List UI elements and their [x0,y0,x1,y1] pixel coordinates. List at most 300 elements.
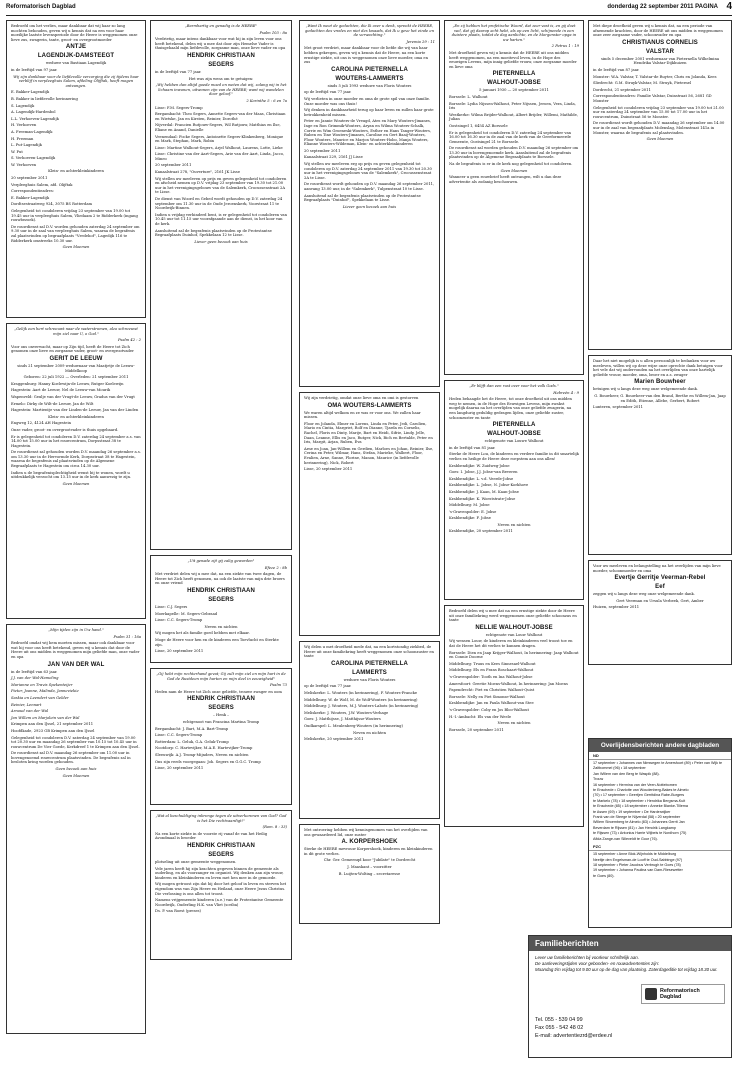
notice-line: Geboren: 22 juli 1922 — Overleden: 21 september 2011 [23,375,129,380]
notice-line: „En zij hebben het profetische Woord, dat zeer vast is, en gij doet wel, dat gij daarop acht hebt, als op een licht, schijnende in een duistere plaats, totdat de dag aanlichte, en de Morgenster opga in uw harten." [451,24,577,42]
notice-line: Indien u de begrafenisplechtigheid wenst bij te wonen, wordt u uitdrukkelijk verzocht om 13.15 uur in de kerk aanwezig te zijn. [11,470,132,480]
notice-line: op de leeftijd van 77 jaar. [304,684,352,689]
notice-line: Westkerke: Wilma Brijder-Walhout, Albert Brijder, Willemi, Mathilde, Julian [449,112,579,122]
notice-line: A. Lagendijk-Hardenbol [11,110,56,115]
notice-line: „Mijn tijden zijn in Uw hand." [48,628,104,632]
notice-line: 5 januari 1930 — 20 september 2011 [479,88,549,93]
notice-line: Saskia en Leendert van Gelder [11,695,69,700]
notice-line: Geen bloemen [62,773,90,778]
notice-line: „Gij hebt mijn rechterhand gevat; Gij zult mijn ziel en mijn hart in de God de Rustdeen mijn harten en mijn deel in eeuwigheid" [156,672,286,681]
notice-line: Klein- en achterkleinkinderen [48,414,104,419]
index-entry: 16 september • Hermina van der Veen-Nottebomen [593,782,677,787]
notice-line: Voor ons onverwacht, maar op Zijn tijd, heeft de Heere tot Zich genomen onze lieve en zorgzame vader, groot- en overgrootvader [11,344,134,354]
info-line-2: De aanleveringstijden voor gebonden- en rouwadvertenties zijn: [535,961,659,967]
notice-line: Bedroefd omdat wij hem moeten missen, maar ook dankbaar voor wat hij voor ons heeft betekend, geven wij u kennis dat door de Heere uit ons midden is weggenomen mijn geliefde man, onze vader en opa [11,641,140,659]
deceased-name: Eef [655,584,665,591]
notice-line: Hebreën 4 : 9 [553,390,579,395]
death-notice [6,20,146,318]
index-entry: te Goes (80). [593,873,615,878]
notice-line: Neven en nichten [497,522,531,527]
notice-line: Vele jaren heeft hij zijn krachten gegeven binnen de gemeente als ouderling, en als voorzanger en organist. Wij denken aan zijn vrouw, kinderen en kleinkinderen en leven met hen mee in de gemoede. [155,866,284,880]
notice-line: Gelegenheid tot condoleren vrijdag 23 september van 19.00 tot 19.45 uur in verpleeghuis Salem, Vliedaam 2 te Ridderkerk (ingang rouwbezoek). [11,209,138,223]
notice-line: Pieter, Joanne, Malinda, Janneviekie [11,689,79,694]
deceased-name: SEGERS [208,61,234,68]
notice-line: Borssele: Dien en Jaap Krijger-Walhout, In herinnering: Jaap Walhout en Connie Doorne [449,650,579,660]
notice-line: Lisse: Martine Walhout-Segers, Arjel Walhout, Laurens, Lotte, Lieke [155,145,283,150]
notice-line: Chr. Ger. Gemeenqd koor "Jubilate" te Dordrecht [323,858,416,863]
death-notice [150,20,292,550]
notice-line: Lisse: C.C. Segers-Tromp [155,733,203,738]
notice-line: Verdrietig, maar intens dankbaar voor wat hij in zijn leven voor ons heeft betekend, delen wij u mee dat door zijn Hemelse Vader is thuisgehaald mijn liefdevolle, zorgzame man, onze lieve vader en opa [155,37,286,51]
notice-line: Ds. P. van Roest (preses) [155,909,201,914]
deceased-name: PIETERNELLA [492,71,536,78]
death-notice [299,641,440,819]
notice-line: betuigen wij u langs deze weg onze welgemeende dank. [593,387,699,392]
death-notice [299,392,440,636]
notice-line: De rouwdienst wordt gehouden D.V. maandag 26 september om 14.00 uur in de zaal van begraafplaats Molenslag, Molenstraat 141a in Monster, waarna de begrafenis zal plaatsvinden. [593,121,725,135]
notice-line: H. Verhoeven [11,123,37,128]
notice-line: Engweg 12, 4124 AH Hagestein [11,421,72,426]
notice-line: Lisse, 20 september 2011 [304,467,353,472]
notice-line: Veenendaal: Focke Segers, Antoinette Segers-Klinkenberg, Monique en Mark, Stephan, Mark, Robin [155,134,284,144]
notice-line: De rouwdienst zal D.V. worden gehouden zaterdag 24 september om 9.30 uur in de zaal van verpleeghuis Salem, waarna de begrafenis zal plaatsvinden op begraafplaats "Vredehof", Lagedijk 116 te Ridderkerk omstreeks 10.30 uur. [11,224,140,243]
notice-line: Bergambacht: Theo Segers, Annette Segers-van der Maas, Christiaan en Wietske, Jan en Kirsten, Reinier, Dorothé [155,112,286,121]
notice-line: Oudkarspel: L. Meulenberg-Wouters (in herinnering) [304,723,403,728]
notice-line: Er is gelegenheid tot condoleren D.V. zaterdag 24 september a.s. van 14.00 tot 15.00 uur in het rouwcentrum, Dorpsstraat 38 te Hagestein. [11,434,141,448]
notice-line: 20 september 2011 [11,176,48,181]
page-number: 4 [726,1,732,12]
notice-line: Middelburg: M. Jobse [449,503,490,508]
notice-line: sinds 5 juli 1993 weduwe van Floris Wouters [327,83,412,88]
notice-line: Krabbendijke: F. Jobse [449,516,491,521]
deceased-name: OMA WOUTERS-LAMMERTS [327,402,412,409]
notice-line: Monster: W.A. Valstar, T. Valstar-de Ruyter, Chris en Jolanda, Kees [593,74,717,79]
notice-line: Jeremia 29 : 11 [406,39,435,44]
notice-line: Krabbendijke: L. v.d. Veerde-Jobse [449,476,514,481]
notice-line: Middelburg: W. de Wolf, M. de Wolf-Wouters (in herinnering) [304,697,418,702]
notice-line: Wij mogen het als familie goed hebben met elkaar. [155,631,250,636]
notice-line: Met verdriet delen wij u mee dat, na een ziekte van twee dagen, de Heere tot Zich heeft genomen, na ook de laatste van mijn drie broers en onze vriend [155,572,285,586]
notice-line: Sliedrecht: G.M. Struyk-Valstar, M. Struyk, Pieternel [593,81,692,86]
notice-line: Geen bloemen [62,245,90,250]
notice-line: S. Lagendijk [11,103,35,108]
paper-name: Reformatorisch Dagblad [6,4,76,10]
notice-line: H.-I.-Ambacht: Els van der Weele [449,714,512,719]
notice-line: Ons zijn reeds voorgegaan: Joh. Segers en G.G.C. Tromp [155,759,261,764]
index-group-nd: ND [589,752,731,760]
death-notice [299,824,440,924]
notice-line: Gert Veerman en Ursula Verbeek, Gert, Amber [616,598,704,603]
notice-line: Er is gelegenheid tot condoleren D.V. zaterdag 24 september van 16.00 tot 16.30 uur in de zaal van de kerk van de Gereformeerde Gemeente, Oostsingel 21 te Borssele. [449,130,572,144]
notice-line: Indien u vrijdag verhinderd bent, is er gelegenheid tot condoleren van 10.45 uur tot 11.15 uur voorafgaande aan de dienst, in het koor van de kerk. [155,212,288,226]
column-5 [588,20,732,670]
notice-line: Met droefheid geven wij u kennis dat de HEERE uit ons midden heeft weggenomen, na een moeitevol leven, in de Hope des eeuwigen Levens, mijn innig geliefde vrouw, onze zorgzame moeder en lieve oma [449,50,577,69]
deceased-name: WALHOUT-JOBSE [487,80,541,87]
notice-line: W. Verhoeven [11,162,37,167]
deceased-name: Evertje Gerritje Veerman-Rebel [614,575,706,582]
notice-line: Middelburg: Truus en Kees Sinnesael-Walhout [449,661,536,666]
notice-line: Krabbendijke: J. Kaan, M. Kaan-Jobse [449,489,519,494]
notice-line: 20 september 2011 [304,148,341,153]
notice-line: Goes: I. Jobse, J.J. Jobse-van Beveren [449,470,518,475]
info-line-1: Lever uw familieberichten bij voorkeur schriftelijk aan. [535,955,639,960]
deceased-name: ANTJE [65,44,87,51]
notice-line: „Want Ik weet de gedachten, die Ik over u denk, spreekt de HEERE, gedachten des vredes en niet des kwaads, dat Ik u geve het einde en de verwachting." [305,24,434,38]
notice-line: Neven en nichten [204,624,238,629]
notice-line: Wij stellen uw meeleven erg op prijs en geven gelegenheid tot condoleren op D.V. zaterdag 24 september 2011 van 19.30 tot 20.30 uur in het verenigingsgebouw van de "Salemkerk", Crocussenstraat 2A te Lisse. [304,162,432,180]
notice-line: Kanaalstraat 278, "Ouverture", 2161 JK Lisse [155,170,240,175]
notice-line: Arne en Joan, Jan-Willem en Gerdien, Marloes en Johan, Reinier, Ilse, Cerina en Peter, Wilmar, Hans, Stefan, Marieke, Walbert, Floor, Evalien, Arne, Sanne, Florine, Manon, Maurice (in liefdevolle herinnering), Nick, Robert [304,446,434,465]
notice-line: Geen bloemen [62,481,90,486]
notice-line: Psalm 73 [269,683,287,688]
column-3 [299,20,440,929]
index-entry: Jan Willem van den Berg te Waspik (88). [593,771,660,776]
column-2 [150,20,292,965]
notice-line: sinds 5 december 2001 weduwnaar van Pieternella Wilhelmina Hendrika Valstar-Dijkhuizen [600,56,720,66]
deceased-name: LAGENDIJK-DAMSTEEGT [37,53,115,60]
notice-line: Efeze 2 : 8b [264,565,287,570]
deceased-name: VALSTAR [645,48,675,55]
notice-line: weduwe van Bastiaan Lagendijk [45,61,107,66]
notice-line: Wij stellen uw meeleven op prijs en geven gelegenheid tot condoleren en afscheid nemen op D.V. vrijdag 23 september van 19.30 tot 21.00 uur in het verenigingsgebouw van de Salemkerk, Crocussenstraat 2A te Lisse. [155,176,287,195]
death-notice [150,810,292,960]
notice-line: Psalm 42 : 2 [118,338,141,343]
notice-line: Reinier, Lennart [11,702,42,707]
deceased-name: CAROLINA PIETERNELLA [331,66,408,73]
deceased-name: A. KORPERSHOEK [341,839,398,846]
notice-line: Wij wensen Louw, de kinderen en kleinkinderen veel troost toe en dat de Heere het dit verlies te kunnen dragen. [449,639,573,648]
notice-line: Borssele: Nelly en Piet Simonse-Walhout [449,694,525,699]
notice-line: Wij denken in dankbaarheid terug op haar leven en zullen haar grote betrokkenheid missen. [304,108,434,117]
index-title: Overlijdensberichten andere dagbladen [589,739,731,752]
notice-line: De dienst van Woord en Gebed wordt gehouden op D.V. zaterdag 24 september om 11.30 uur in de Oude Jeroenskerk, Voorstraat 11 te Noordwijk-Binnen. [155,197,283,211]
notice-line: Ermelo: Dirky de Wilt-de Leeuw, Jan de Wilt [11,401,94,406]
notice-line: Krabbendijke: K. Woeststrate-Jobse [449,496,516,501]
notice-line: Goes: J. Matthijsse, J. Matthijsse-Wouters [304,717,381,722]
deceased-name: WALHOUT-JOBSE [487,431,541,438]
notice-line: Bedroefd om het verlies, maar dankbaar dat wij haar zo lang mochten behouden, geven wij u kennis dat na een voor haar moeilijke laatste levensperiode door de Heere is weggenomen onze lieve zus, zwagerin, tante, groot- en overgrootmoeder [11,24,138,42]
notice-line: 's-Gravenpolder: Coby en Jos Bloo-Walhout [449,707,529,712]
notice-line: Krimpen aan den IJssel, 21 september 2011 [11,722,94,727]
contact-details [535,1016,612,1040]
deceased-name: CAROLINA PIETERNELLA [331,660,408,667]
notice-line: Neven en nichten [497,721,531,726]
notice-line: Wij delen u met droefheid mede dat, na een kortstondig ziekbed, de Heere uit onze familiekring heeft weggenomen onze schoonzuster en tante [304,645,434,659]
notice-line: Lisse, 20 september 2011 [155,649,204,654]
notice-line: in de leeftijd van 77 jaar. [155,69,202,74]
death-notice [150,668,292,805]
contact-email[interactable]: E-mail: advertentiezrd@erdee.nl [535,1033,613,1039]
notice-line: Met ontroering hebben wij kennisgenomen van het overlijden van ons gewaardeerd lid, onze zuster [304,828,428,837]
notice-line: Correspondentieadres: [11,189,54,194]
deceased-name: SEGERS [208,851,234,858]
notice-line: Hagestein: Martientje van der Linden-de Leeuw, Jan van der Linden [11,408,139,413]
notice-line: Wij zijn verdrietig, omdat onze lieve oma en omi is gestorven [304,396,419,400]
index-entry: te Rijssen (73) • Antonius Harrie Wijbels te Nordhorn (75) [593,831,687,836]
notice-line: echtgenote van Louwe Walhout [484,439,544,444]
notice-line: E. Bakker-Lagendijk [11,195,50,200]
notice-line: J. Maaskant – voorzitter [347,864,392,869]
deceased-name: NELLIE WALHOUT-JOBSE [475,624,553,631]
logo-text: Reformatorisch Dagblad [660,988,700,1000]
index-entry: (70) • 17 september • Geertjen Gerritdina Rabe-Burgers [593,793,685,798]
deceased-name: CHRISTIANUS CORNELIS [622,39,698,46]
death-notice [588,20,732,350]
notice-line: Wanneer u geen rouwbrief heeft ontvangen, wilt u dan deze advertentie als zodanig beschouwen. [449,175,562,184]
notice-line: Heden behaagde het de Heere, tot onze droefheid uit ons midden weg te nemen, in de Hope des Eeuwigen Levens, mijn zwakst mogelijk daarna na het overlijden van onze geliefde zwagerin, na een langdurig geduldig gedragen lijden, onze geliefde zuster, schoonzuster en tante [449,397,572,420]
notice-line: (Rom. 8 : 33) [262,825,287,830]
masthead [6,3,732,16]
notice-line: Na een korte ziekte in de voorste rij vanaf de van het Heilig Avondmaal is broeder [155,831,268,841]
notice-line: Amersfoort: Greetie Moens-Walhout, In herinnering: Jan Moens [449,681,568,686]
death-notice [444,380,584,600]
notice-line: Geen bloemen [646,137,674,142]
notice-line: „Gelijk een hert schreeuwt naar de waterstromen, alzo schreeuwt mijn ziel naar U, o God." [14,327,138,336]
notice-line: Peter en Jannie Wouters-de Vreugd, Ates en Mary Wouters-Jimanes, Inge en Ron Grimmik-Wouters, Aryan en Wilma Wouters-Schalk, Corrie en Wim Groeneski-Wouters, Esther en Hans Tanger-Wouters, Ruben en Tine Wouters-Jimanes, Caroline en Gert Baaij-Wouters, Floor Wouters, Maurice en Marjon Wouters-Hobo, Manja Wouters, Elianne Wouters-Wildeman, Klein- en achterkleinkinderen [304,119,432,147]
notice-line: De rouwdienst zal D.V. maandag 26 september om 11.00 uur in bovengenoemd rouwcentrum plaatsvinden. De begrafenis zal in besloten kring worden gehouden. [11,751,131,765]
notice-line: 's-Gravenpolder: Tooth en Ina Walhout-Jobse [449,674,533,679]
notice-line: Meliskerke: L. Wouters (in herinnering), F. Wouters-Francke [304,690,418,695]
notice-line: Klein- en achterkleinkinderen [48,169,104,174]
notice-line: zeggen wij u langs deze weg onze welgemeende dank. [593,592,695,597]
notice-line: Nijverdal: Francien Rutjouw-Segers, Wil Rutjouw, Matthias en Ilse, Eliane en Anand, Danielle [155,123,281,132]
familieberichten-title: Familieberichten [529,936,731,951]
notice-line: Wij verlieten in onze moeder en oma de grote spil van onze familie. Onze moeder was ons thuis! [304,96,431,106]
deceased-name: SEGERS [208,705,234,712]
index-entry: 15 september • Anne Blok-Wijnholds te Middelburg [593,852,677,857]
notice-line: echtgenote van Louw Walhout [485,632,543,637]
notice-line: Krabbendijke: W. Zuidweg-Jobse [449,463,510,468]
index-entry: Trouw [593,777,604,782]
info-line-3: Maandag t/m vrijdag tot 9.00 uur op de dag van plaatsing. Zaterdageditie tot vrijdag 18.30 uur. [535,967,718,973]
index-entry: Afida Zange-van Silleveldt te Goor (76). [593,836,658,841]
notice-line: Na de begrafenis is er in de kerk nog gelegenheid tot condoleren. [449,162,573,167]
notice-line: Lisse: C.C. Segers-Tromp [155,618,203,623]
familieberichten-info [529,951,731,978]
notice-line: Geen bezoek aan huis [55,767,97,772]
notice-line: in de leeftijd van 63 jaar. [11,669,58,674]
death-notice [150,555,292,663]
notice-line: Rotterdam: L. Geluk, G.A. Geluk-Tromp [155,739,229,744]
notice-line: B. Luijten-Wolting – secretaresse [338,871,401,876]
notice-line: Jan Willem en Marjolein van der Wal [11,715,80,720]
notice-line: Hoofdkade, 2923 GB Krimpen aan den IJssel [11,728,95,733]
column-4 [444,20,584,832]
deceased-name: HENDRIK CHRISTIAAN [187,842,255,849]
notice-line: Wij zijn dankbaar voor de liefdevolle verzorging die zij tijdens haar verblijf in verpleeghuis Salem, afdeling Olijftak, heeft mogen ontvangen. [13,74,139,88]
notice-line: Borssele: Lydia Nijssen-Walhout, Peter Nijssen, Jeroen, Vera, Linda, Iris [449,101,576,111]
notice-line: Dordrecht, 21 september 2011 [593,87,651,92]
deceased-name: HENDRIK CHRISTIAAN [187,587,255,594]
notice-line: Middelburg: Els en Frans Boschaart-Walhout [449,668,534,673]
notice-line: B. Bakker in liefdevolle herinnering [11,96,78,101]
notice-line: Nootdorp: C. Hartevijker, M.A.E. Hartevijker-Tromp [155,746,253,751]
notice-line: – Henk – [212,713,230,718]
notice-line: De rouwdienst wordt gehouden op D.V. maandag 26 september 2011, aanvang 13.00 uur, in de "Salemkerk", Tulpenstraat 10 te Lisse. [304,182,435,192]
notice-line: Sleeuwijk: A.J. Tromp-Mijnders, Neven en nichten [155,752,249,757]
notice-line: Krabbendijke: L. Jobse, N. Jobse-Korkhove [449,483,529,488]
death-notice [444,605,584,827]
death-notice [299,20,440,387]
notice-line: G. Bouwheer, G. Bouwheer-van den Brand, Berthe en Willem-Jan, Jaap en Edith, Etienne, Allebe, Gerbert, Robert [594,393,726,403]
notice-line: Floor en Jolanda, Elmer en Lorens, Linda en Peter, Jedi, Carolien, Mario en Cintia, Margriet, Rolf en Dianne, Tjarda en Cornelis, Rachel, Floris en Dinty, Marije, Bart en Heidi, Sifrie, Lindy, Jelle, Daan, Leanne, Ellis en Jaco, Rutger, Nick, Bich en Bertalde, Peter en Iris, Margit, Arjan, Ruben, Eva [304,421,433,445]
notice-line: op de leeftijd van 77 jaar. [304,90,352,95]
notice-line: Lisse: F.M. Segers-Tromp [155,105,203,110]
deceased-name: SEGERS [208,596,234,603]
notice-line: weduwe van Floris Wouters [343,677,396,682]
nd-list [589,760,731,843]
index-entry: te Assen (69) • 19 september • De Harderwijker [593,809,671,814]
notice-line: Meliskerke, 20 september 2011 [304,737,364,742]
notice-line: 's-Gravenpolder: E. Jobse [449,509,497,514]
issue-date [607,4,718,10]
notice-line: in de leeftijd van 97 jaar. [11,67,58,72]
notice-line: J.J. van der Wal-Hameling [11,676,59,681]
index-entry: 19 september • Johanna Paulina van Dam-Riesewetter [593,868,683,873]
notice-line: Wij mogen getroost zijn dat hij door het geloof in leven en sterven het eigendom was van Zijn Heere en Heiland, onze Heere Jezus Christus. Die verlossing is ons allen tot troost. [155,882,287,896]
index-entry: 17 september • Johannes van Nimwegen te Amersfoort (89) • Peter van Wijk te Zaltbommel (96) • 18 september [593,761,723,771]
index-entry: te Markelo (78) • 18 september • Hendrika Bergsma-Kuit [593,798,686,803]
death-notice [444,20,584,375]
date-text: donderdag 22 september 2011 [607,4,694,10]
notice-line: Kanaalstraat 229, 2161 JJ Lisse [304,155,363,160]
notice-line: „Barmhartig en genadig is de HEERE" [184,24,258,28]
notice-line: sinds 21 september 2009 weduwnaar van Maatjetje de Leeuw-Middelkoop [17,363,135,373]
deceased-name: WOUTERS-LAMMERTS [335,75,404,82]
notice-line: Borssele: L. Walhout [449,94,488,99]
notice-line: Marianne en Travis Spekenteijer [11,682,73,687]
notice-line: Lisse: C.J. Segers [155,604,188,609]
notice-line: Gelegenheid tot condoleren vrijdag 23 september van 19.00 tot 21.00 uur en zaterdag 24 september van 15.00 tot 17.00 uur in het rouwcentrum, Duinstraat 56 te Monster. [593,105,724,119]
notice-line: Krabbendijke, 20 september 2011 [449,529,513,534]
notice-line: Papendrecht: Piet en Christien Walhout-Quist [449,688,535,693]
notice-line: Liever geen bezoek aan huis [194,239,248,244]
notice-line: Huizen, september 2011 [593,605,640,610]
contact-fax: Fax 055 - 542 48 02 [535,1025,584,1031]
notice-line: Arnoud van der Wal [11,709,49,714]
notice-line: L. Put-Lagendijk [11,143,42,148]
deceased-name: LAMMERTS [352,669,387,676]
death-notice [588,560,732,665]
notice-line: Bergambacht: J. Bart, M.A. Bart-Tromp [155,726,229,731]
notice-line: Neven en nichten [353,730,386,735]
notice-line: Psalm 31 : 16a [113,634,141,639]
notice-line: Psalm 103 : 8a [259,30,287,35]
notice-line: Kraggenburg: Hanny Koelewijn-de Leeuw, Rutger Koelewijn [11,381,124,386]
notice-line: in de leeftijd van 81 jaar. [449,445,496,450]
notice-line: Heden nam de Heere tot Zich onze geliefde, trouwe zwager en oom [155,689,282,694]
notice-line: „Uit genade zijt gij zalig geworden" [187,559,255,563]
death-notice [6,323,146,619]
notice-line: De rouwdienst zal worden gehouden D.V. maandag 26 september om 13.30 uur in bovengenoemde kerk. Aansluitend zal de begrafenis plaatsvinden op de Algemene Begraafplaats te Borssele. [449,146,579,160]
notice-line: 20 september 2011 [155,163,192,168]
deceased-name: HENDRIK CHRISTIAAN [187,52,255,59]
notice-line: Onze vader, groot- en overgrootvader is thuis opgebaard. [11,427,119,432]
index-entry: Beverdam te Rijssen (81) • Jan Hendrik Langkamp [593,825,676,830]
notice-line: Aansluitend zal de begrafenis plaatsvinden op de Protestantse Begraafplaats "Duinhof", Spekkelaan te Lisse. [304,193,421,203]
notice-line: E. Bakker-Lagendijk [11,90,50,95]
notice-line: H. Freeman [11,136,34,141]
notice-line: Met groot verdriet, maar dankbaar voor de liefde die wij van haar hebben gekregen, geven wij u kennis dat de Heere, na een korte ernstige ziekte, uit ons is weggenomen onze lieve moeder, oma en zus [304,46,428,65]
notice-line: Sterke de Heere Lou, de kinderen en verdere familie in dit smartelijk verlies en heilige de Heere deze roepstem aan ons allen! [449,452,579,461]
notice-line: Dordtsestraatweg 924, 3075 BS Rotterdam [11,202,93,207]
pzc-list [589,851,731,880]
rd-logo [641,984,725,1004]
notice-line: Verpleeghuis Salem, afd. Olijftak [11,182,73,187]
index-entry: te Enschede • Charlotte van Woudenberg-Bakes te Almelo [593,788,689,793]
notice-line: Moge de Heere voor hen en de kinderen een Toevlucht en Sterkte zijn. [155,637,279,647]
page-label: PAGINA [695,4,718,10]
notice-line: Correspondentieadres: Familie Valstar, Duinstraat 56, 2681 GD Monster [593,94,712,103]
notice-line: We waren altijd welkom en ze was er voor ons. We zullen haar missen. [304,410,421,420]
index-entry: Willem Stroemberg te Almelo (83) • Johannes Gerrit Jan [593,820,685,825]
notice-line: Aansluitend zal de begrafenis plaatsvinden op de Protestantse Begraafplaats Duinhof, Spekkelaan 12 te Lisse. [155,228,272,238]
notice-line: Voor uw meeleven en belangstelling na het overlijden van mijn lieve moeder, schoonmoeder en oma [593,564,721,573]
notice-line: Lunteren, september 2011 [593,405,643,410]
notice-line: „Wij hebben dan altijd goede moed en weten dat wij, zolang wij in het lichaam inwonen, uitwonen zijn van de HEERE; want wij wandelen door geloof." [155,83,287,97]
contact-tel: Tel. 055 - 539 04 99 [535,1017,583,1023]
notice-line: Lisse: Christine van der Aart-Segers, Arie van der Aart, Linda, Jacco, Mineo [155,152,285,161]
deceased-name: PIETERNELLA [492,422,536,429]
notice-line: plotseling uit onze gemeente weggenomen. [155,859,237,864]
notice-line: W. Put [11,149,23,154]
notice-line: Oostsingel 1, 6454 AZ Borssele [449,123,508,128]
notice-line: 2 Petrus 1 : 19 [551,44,579,49]
death-notice [588,355,732,555]
deceased-name: Marien Bouwheer [634,379,686,386]
logo-mark-icon [645,988,657,1000]
notice-line: Middelburg: J. Wouters, M.J. Wouters-Labots (in herinnering) [304,704,419,709]
notice-line: Liever geen bezoek aan huis [342,204,397,209]
other-newspapers-index [588,738,732,928]
notice-line: Daar het niet mogelijk is u allen persoonlijk te bedanken voor uw meeleven, willen wij op deze wijze onze oprechte dank betuigen voor het vele dat wij ondervonden na het overlijden van onze hartelijk geliefde vrouw, moeder, oma, broer en a.s. zwager [593,359,723,377]
notice-line: A. Freeman-Lagendijk [11,129,53,134]
familieberichten-box [528,935,732,1058]
index-entry: 18 september • Pieter Jacobus Verbrugh te Goes (78) [593,862,681,867]
deceased-name: HENDRIK CHRISTIAAN [187,696,255,703]
notice-line: „Er blijft dan een rust over voor het volk Gods." [469,384,559,388]
notice-line: echtgenoot van Francina Martina Tromp [182,719,260,724]
index-entry: Frank van de Steege te Nijverdal (58) • 20 september [593,815,681,820]
notice-line: 2 Korinthe 5 : 6 en 7a [246,98,287,103]
notice-line: Meliskerke: J. Wouters, J.W. Wouters-Verhage [304,710,389,715]
notice-line: in de leeftijd van 87 jaar. [593,67,640,72]
notice-line: Wapenveld: Geulje van der Vrugt-de Leeuw, Gradus van der Vrugt [11,394,135,399]
deceased-name: GERIT DE LEEUW [49,355,103,362]
notice-line: Het was zijn wens om te getuigen: [188,76,254,81]
notice-line: Bedroefd delen wij u mee dat na een ernstige ziekte door de Heere uit onze familiekring werd weggenomen onze geliefde schoonzus en tante [449,609,577,623]
notice-line: Lisse, 20 september 2011 [155,766,204,771]
notice-line: Moerkapelle: M. Segers-Gebraad [155,611,218,616]
notice-line: L.L. Verhoeven-Lagendijk [11,116,59,121]
death-notice [6,624,146,1034]
notice-line: Hagestein: Aart de Leeuw, Nel de Leeuw-van Mourik [11,388,111,393]
column-1 [6,20,146,1039]
notice-line: Gelegenheid tot condoleren D.V. zaterdag 24 september van 19.00 tot 20.30 uur en maandag 26 september van 10.15 tot 10.45 uur in rouwcentrum De Vier Goede, Kerkdreef 1 te Krimpen aan den IJssel. [11,735,140,749]
notice-line: De rouwdienst zal gehouden worden D.V. maandag 26 september a.s. om 13.30 uur in de Hervormde Kerk, Dorpsstraat 38 te Hagestein, waarna de begrafenis zal plaatsvinden op de Algemene Begraafplaats te Hagestein om circa 14.30 uur. [11,450,141,469]
index-entry: te Enschede (85) • 18 september • Anneke Blanke-Tillema [593,804,688,809]
notice-line: Sterke de HEERE mevrouw Korpershoek, kinderen en kleinkinderen in dit grote verlies. [304,847,433,856]
notice-line: Geen bloemen [500,168,528,173]
deceased-name: JAN VAN DER WAL [47,661,105,668]
notice-line: Met diepe droefheid geven wij u kennis dat, na een periode van afnemende krachten, door de HEERE uit ons midden is weggenomen onze zeer zorgzame vader, schoonvader en opa [593,24,723,38]
notice-line: „Wat al beschuldiging inbrenge tegen de uitverkorenen van God? God is het Die rechtvaardigt!" [155,814,287,823]
index-group-pzc: PZC [589,843,731,851]
notice-line: Namens vrijgemeente kinderen (a.e.) van de Protestantse Gemeente Noordwijk, Ouderling H.K. van Vliet (scriba) [155,898,284,907]
index-entry: Neeltje den Engelsman-de Looff te Oud-Sabbinge (97) [593,857,683,862]
notice-line: Borssele, 20 september 2011 [449,727,504,732]
notice-line: S. Verhoeven-Lagendijk [11,156,56,161]
